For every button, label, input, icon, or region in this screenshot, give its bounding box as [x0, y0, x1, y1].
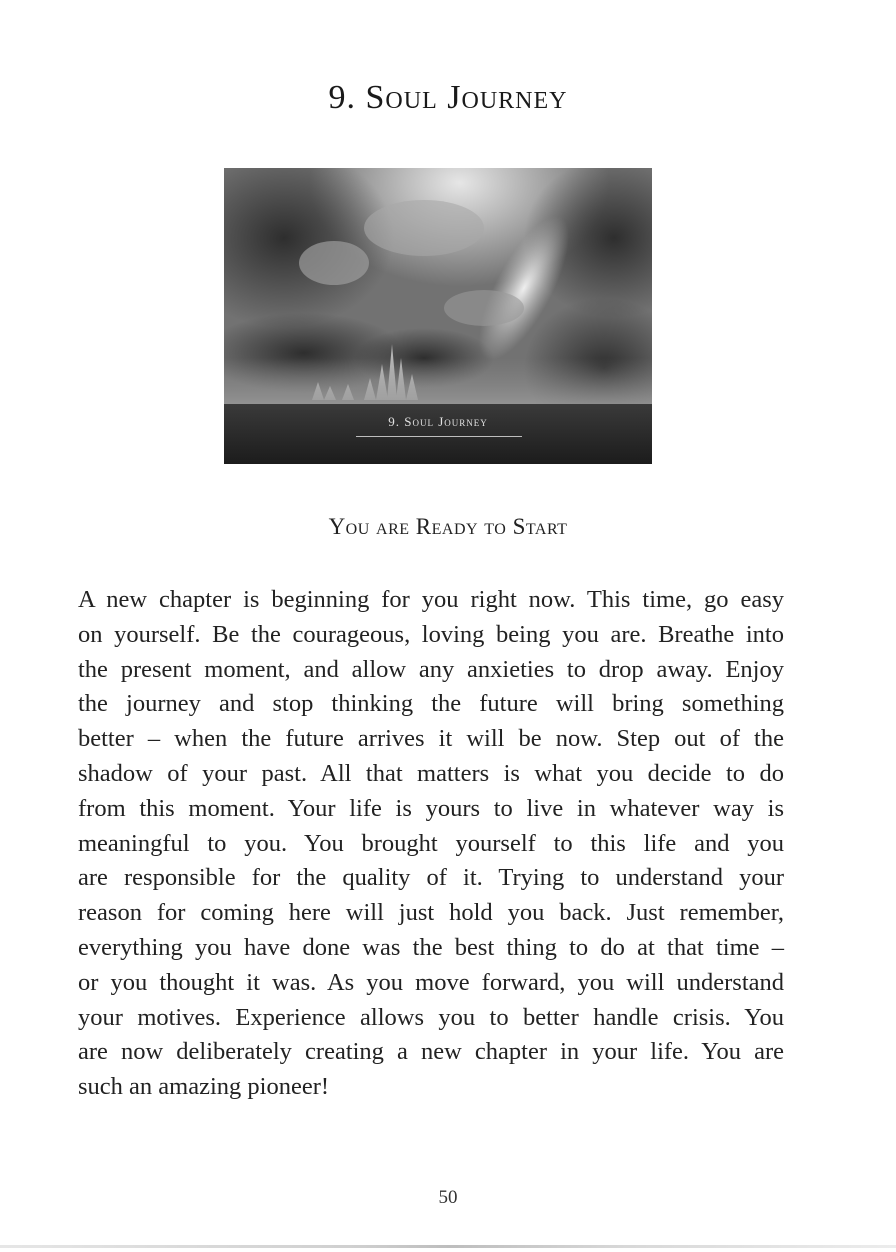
body-line: reason for coming here will just hold you back. Just remember, — [78, 899, 784, 927]
body-line: shadow of your past. All that matters is what you decide to do — [78, 759, 784, 787]
section-subtitle: You are Ready to Start — [328, 514, 568, 539]
body-line: are now deliberately creating a new chapter in your life. You are — [78, 1038, 784, 1066]
card-illustration — [224, 168, 652, 464]
page-title: 9. Soul Journey — [328, 79, 568, 116]
body-line: better – when the future arrives it will be now. Step out of the — [78, 725, 784, 753]
card-caption: 9. Soul Journey — [388, 414, 488, 429]
body-line: or you thought it was. As you move forward, you will understand — [78, 968, 784, 996]
page-edge-shadow — [0, 1245, 896, 1248]
body-line: A new chapter is beginning for you right now. This time, go easy — [78, 586, 784, 613]
body-line: such an amazing pioneer! — [78, 1073, 330, 1101]
body-line: the present moment, and allow any anxieties to drop away. Enjoy — [78, 655, 784, 683]
body-line: the journey and stop thinking the future will bring something — [78, 690, 784, 718]
body-line: are responsible for the quality of it. Trying to understand your — [78, 864, 784, 892]
body-line: everything you have done was the best thing to do at that time – — [78, 933, 784, 961]
body-line: on yourself. Be the courageous, loving being you are. Breathe into — [78, 620, 784, 648]
body-line: meaningful to you. You brought yourself to this life and you — [78, 829, 784, 857]
page-number: 50 — [438, 1187, 458, 1208]
body-paragraph — [78, 583, 784, 1105]
body-line: from this moment. Your life is yours to live in whatever way is — [78, 794, 784, 822]
card-caption-underline — [356, 436, 522, 437]
body-line: your motives. Experience allows you to better handle crisis. You — [78, 1003, 784, 1031]
